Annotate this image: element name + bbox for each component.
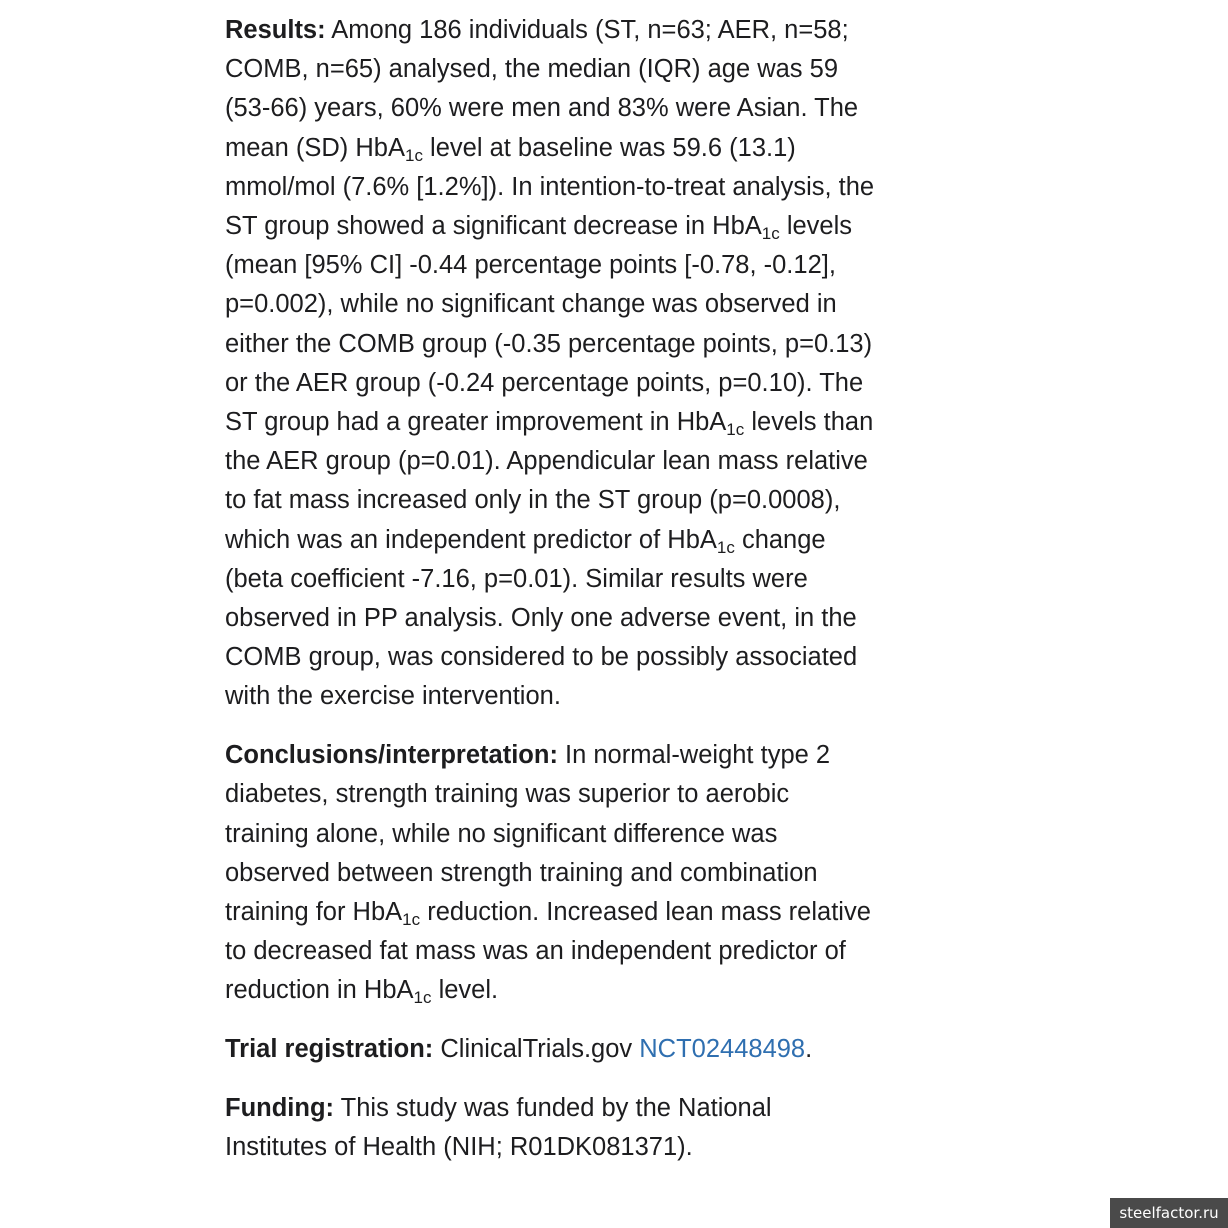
hba1c-subscript: 1c [716,537,735,557]
results-paragraph [225,11,875,717]
funding-paragraph [225,1089,875,1167]
conclusions-text-2: reduction. Increased lean mass relative to decreased fat mass was an independent predictor of reduction in HbA [225,898,871,1005]
trial-registration-paragraph [225,1030,875,1069]
conclusions-text-1: In normal-weight type 2 diabetes, strength training was superior to aerobic training alone, while no significant difference was observed between strength training and combination training for HbA [225,741,831,927]
funding-heading: Funding: [225,1094,335,1123]
trial-registration-heading: Trial registration: [225,1035,434,1064]
hba1c-subscript: 1c [761,224,780,244]
results-text-1: Among 186 individuals (ST, n=63; AER, n=58; COMB, n=65) analysed, the median (IQR) age was 59 (53-66) years, 60% were men and 83% were Asian. The mean (SD) HbA [225,16,859,162]
hba1c-subscript: 1c [726,420,745,440]
conclusions-text-3: level. [431,976,499,1005]
trial-registration-text: ClinicalTrials.gov [433,1035,640,1064]
hba1c-subscript: 1c [413,988,432,1008]
conclusions-paragraph [225,736,875,1010]
results-text-5: change (beta coefficient -7.16, p=0.01). Similar results were observed in PP analysis. Only one adverse event, in the COMB group, was considered to be possibly associated with the exercise intervention. [225,525,858,711]
hba1c-subscript: 1c [404,145,423,165]
trial-registration-link[interactable]: NCT02448498 [639,1035,806,1064]
funding-text: This study was funded by the National Institutes of Health (NIH; R01DK081371). [225,1094,772,1162]
abstract-content [225,11,875,1187]
results-text-3: levels (mean [95% CI] -0.44 percentage points [-0.78, -0.12], p=0.002), while no significant change was observed in either the COMB group (-0.35 percentage points, p=0.13) or the AER group (-0.24 percentage points, p=0.10). The ST group had a greater improvement in HbA [225,212,873,437]
watermark-label: steelfactor.ru [1110,1198,1228,1228]
trial-registration-period: . [805,1035,813,1064]
results-text-2: level at baseline was 59.6 (13.1) mmol/mol (7.6% [1.2%]). In intention-to-treat analysis, the ST group showed a significant decrease in HbA [225,133,875,241]
conclusions-heading: Conclusions/interpretation: [225,741,558,770]
results-heading: Results: [225,16,326,44]
results-text-4: levels than the AER group (p=0.01). Appendicular lean mass relative to fat mass increased only in the ST group (p=0.0008), which was an independent predictor of HbA [225,408,874,554]
hba1c-subscript: 1c [402,910,421,930]
